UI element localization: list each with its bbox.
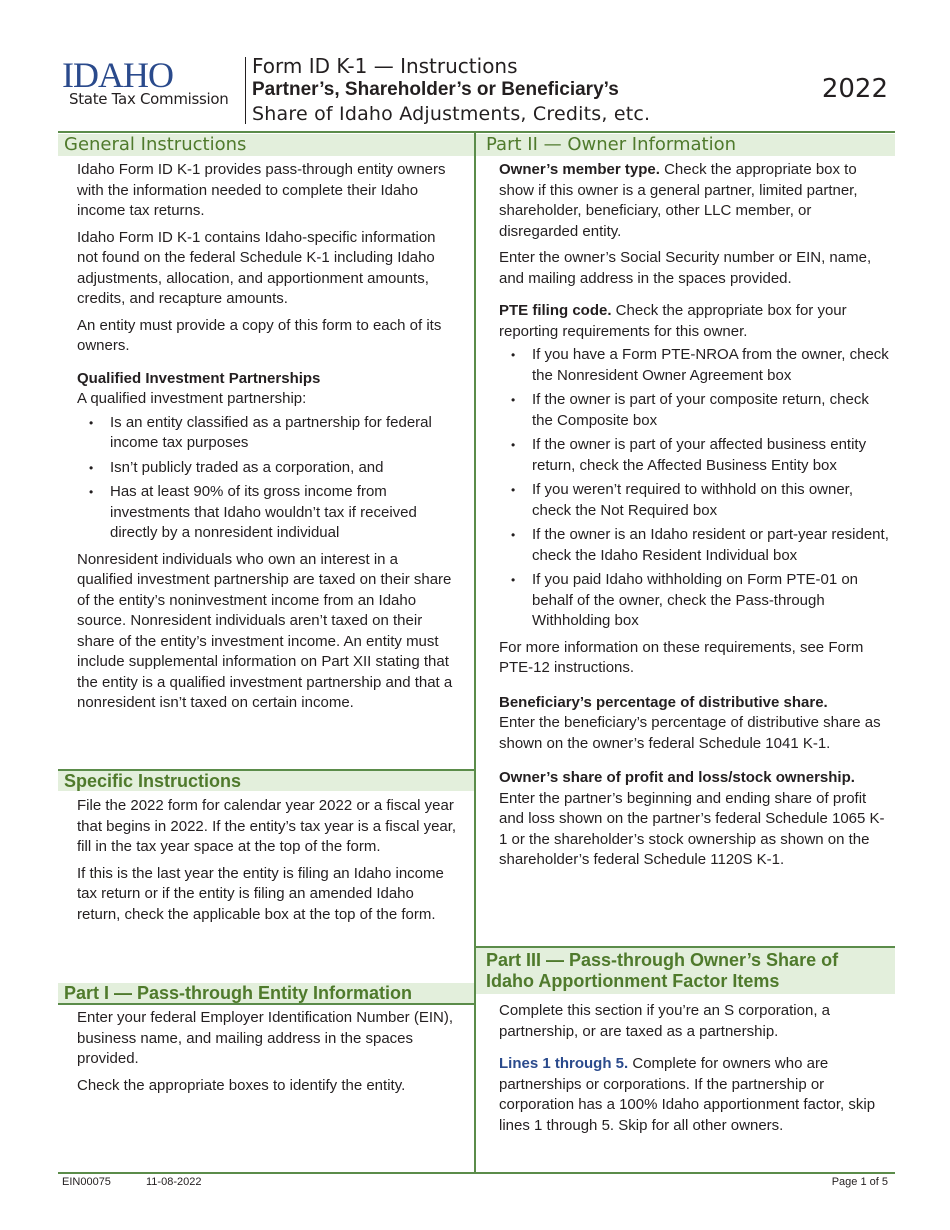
general-p1: Idaho Form ID K-1 provides pass-through entity owners with the information needed to complete their Idaho income tax returns. xyxy=(77,161,446,219)
column-divider xyxy=(474,133,476,1172)
general-p3: An entity must provide a copy of this form to each of its owners. xyxy=(77,316,442,354)
owner-share-text: Enter the partner’s beginning and ending share of profit and loss shown on the partner’s federal Schedule 1065 K-1 or the shareholder’s stock ownership as shown on the shareholder’s federal Schedule 1120S K-1. xyxy=(499,789,885,868)
beneficiary-share-text: Enter the beneficiary’s percentage of distributive share as shown on the owner’s federal Schedule 1041 K-1. xyxy=(499,714,881,752)
pte-bullet: • If the owner is part of your composite return, check the Composite box xyxy=(497,390,891,431)
member-type-lead: Owner’s member type. xyxy=(499,161,660,178)
section-rule xyxy=(58,1003,474,1005)
member-type-paragraph xyxy=(499,160,891,242)
section-header-specific-instructions: Specific Instructions xyxy=(58,771,474,791)
part1-p2: Check the appropriate boxes to identify the entity. xyxy=(77,1076,406,1094)
logo-mark: IDAHO xyxy=(62,55,173,95)
form-title xyxy=(252,54,812,126)
title-line-1: Form ID K-1 — Instructions xyxy=(252,54,518,78)
header-divider xyxy=(245,57,246,124)
part-3-title-line-2: Idaho Apportionment Factor Items xyxy=(486,971,780,991)
part1-p1: Enter your federal Employer Identification Number (EIN), business name, and mailing address in the spaces provided. xyxy=(77,1009,453,1067)
pte-bullet-list xyxy=(497,345,891,632)
owner-id-paragraph: Enter the owner’s Social Security number or EIN, name, and mailing address in the spaces provided. xyxy=(499,249,872,287)
part3-p1: Complete this section if you’re an S corporation, a partnership, or are taxed as a partnership. xyxy=(499,1002,831,1040)
part-1-body xyxy=(77,1008,457,1102)
pte-bullet: • If you paid Idaho withholding on Form PTE-01 on behalf of the owner, check the Pass-through Withholding box xyxy=(497,570,891,632)
tax-year: 2022 xyxy=(821,74,888,104)
pte-filing-paragraph xyxy=(499,301,891,342)
qip-bullet: • Has at least 90% of its gross income from investments that Idaho wouldn’t tax if received directly by a nonresident individual xyxy=(75,482,457,544)
lines-1-5-paragraph xyxy=(499,1054,891,1136)
specific-p1: File the 2022 form for calendar year 2022 or a fiscal year that begins in 2022. If the entity’s tax year is a fiscal year, fill in the tax year space at the top of the form. xyxy=(77,797,457,855)
pte-filing-text: Check the appropriate box for your reporting requirements for this owner. xyxy=(499,302,847,340)
section-header-part-1: Part I — Pass-through Entity Information xyxy=(58,983,474,1003)
title-line-3: Share of Idaho Adjustments, Credits, etc. xyxy=(252,103,651,125)
footer-page-number: Page 1 of 5 xyxy=(831,1176,888,1188)
footer-date: 11-08-2022 xyxy=(146,1176,202,1188)
pte-bullet: • If you weren’t required to withhold on this owner, check the Not Required box xyxy=(497,480,891,521)
general-instructions-body xyxy=(77,160,457,720)
qip-intro: A qualified investment partnership: xyxy=(77,390,307,407)
title-line-2: Partner’s, Shareholder’s or Beneficiary’s xyxy=(252,79,619,100)
owner-share-lead: Owner’s share of profit and loss/stock ownership. xyxy=(499,769,855,786)
lines-1-5-text: Complete for owners who are partnerships or corporations. If the partnership or corporation has a 100% Idaho apportionment factor, skip lines 1 through 5. Skip for all other owners. xyxy=(499,1055,876,1134)
part-3-title-line-1: Part III — Pass-through Owner’s Share of xyxy=(486,950,839,970)
pte-bullet: • If the owner is an Idaho resident or part-year resident, check the Idaho Resident Individual box xyxy=(497,525,891,566)
more-info-paragraph: For more information on these requirements, see Form PTE-12 instructions. xyxy=(499,638,864,676)
qip-heading: Qualified Investment Partnerships xyxy=(77,369,321,387)
section-header-part-2: Part II — Owner Information xyxy=(476,134,895,156)
qip-bullet: • Isn’t publicly traded as a corporation, and xyxy=(75,458,457,479)
specific-instructions-body xyxy=(77,796,457,931)
pte-filing-lead: PTE filing code. xyxy=(499,302,612,319)
qip-bullet: • Is an entity classified as a partnership for federal income tax purposes xyxy=(75,413,457,454)
section-header-general-instructions: General Instructions xyxy=(58,134,474,156)
idaho-logo xyxy=(62,57,240,109)
logo-subtitle: State Tax Commission xyxy=(69,90,229,108)
section-header-part-3 xyxy=(476,948,895,994)
footer-form-code: EIN00075 xyxy=(62,1176,111,1188)
top-rule xyxy=(58,131,895,133)
member-type-text: Check the appropriate box to show if this owner is a general partner, limited partner, shareholder, beneficiary, other LLC member, or disregarded entity. xyxy=(499,161,858,240)
part-3-body xyxy=(499,1001,891,1142)
pte-bullet: • If you have a Form PTE-NROA from the owner, check the Nonresident Owner Agreement box xyxy=(497,345,891,386)
general-p2: Idaho Form ID K-1 contains Idaho-specific information not found on the federal Schedule K-1 including Idaho adjustments, allocation, and apportionment amounts, credits, and recapture amounts. xyxy=(77,228,436,307)
part-2-body xyxy=(499,160,891,877)
specific-p2: If this is the last year the entity is filing an Idaho income tax return or if the entity is filing an amended Idaho return, check the applicable box at the top of the form. xyxy=(77,864,444,923)
lines-1-5-lead: Lines 1 through 5. xyxy=(499,1055,629,1072)
qip-bullet-list xyxy=(75,413,457,544)
bottom-rule xyxy=(58,1172,895,1174)
pte-bullet: • If the owner is part of your affected business entity return, check the Affected Business Entity box xyxy=(497,435,891,476)
general-p4: Nonresident individuals who own an interest in a qualified investment partnership are taxed on their share of the entity’s noninvestment income from an Idaho source. Nonresident individuals aren’t taxed on their share of the entity’s investment income. An entity must include supplemental information on Part XII stating that the entity is a qualified investment partnership and that a nonresident isn’t taxed on certain income. xyxy=(77,550,453,711)
beneficiary-share-lead: Beneficiary’s percentage of distributive share. xyxy=(499,693,828,711)
